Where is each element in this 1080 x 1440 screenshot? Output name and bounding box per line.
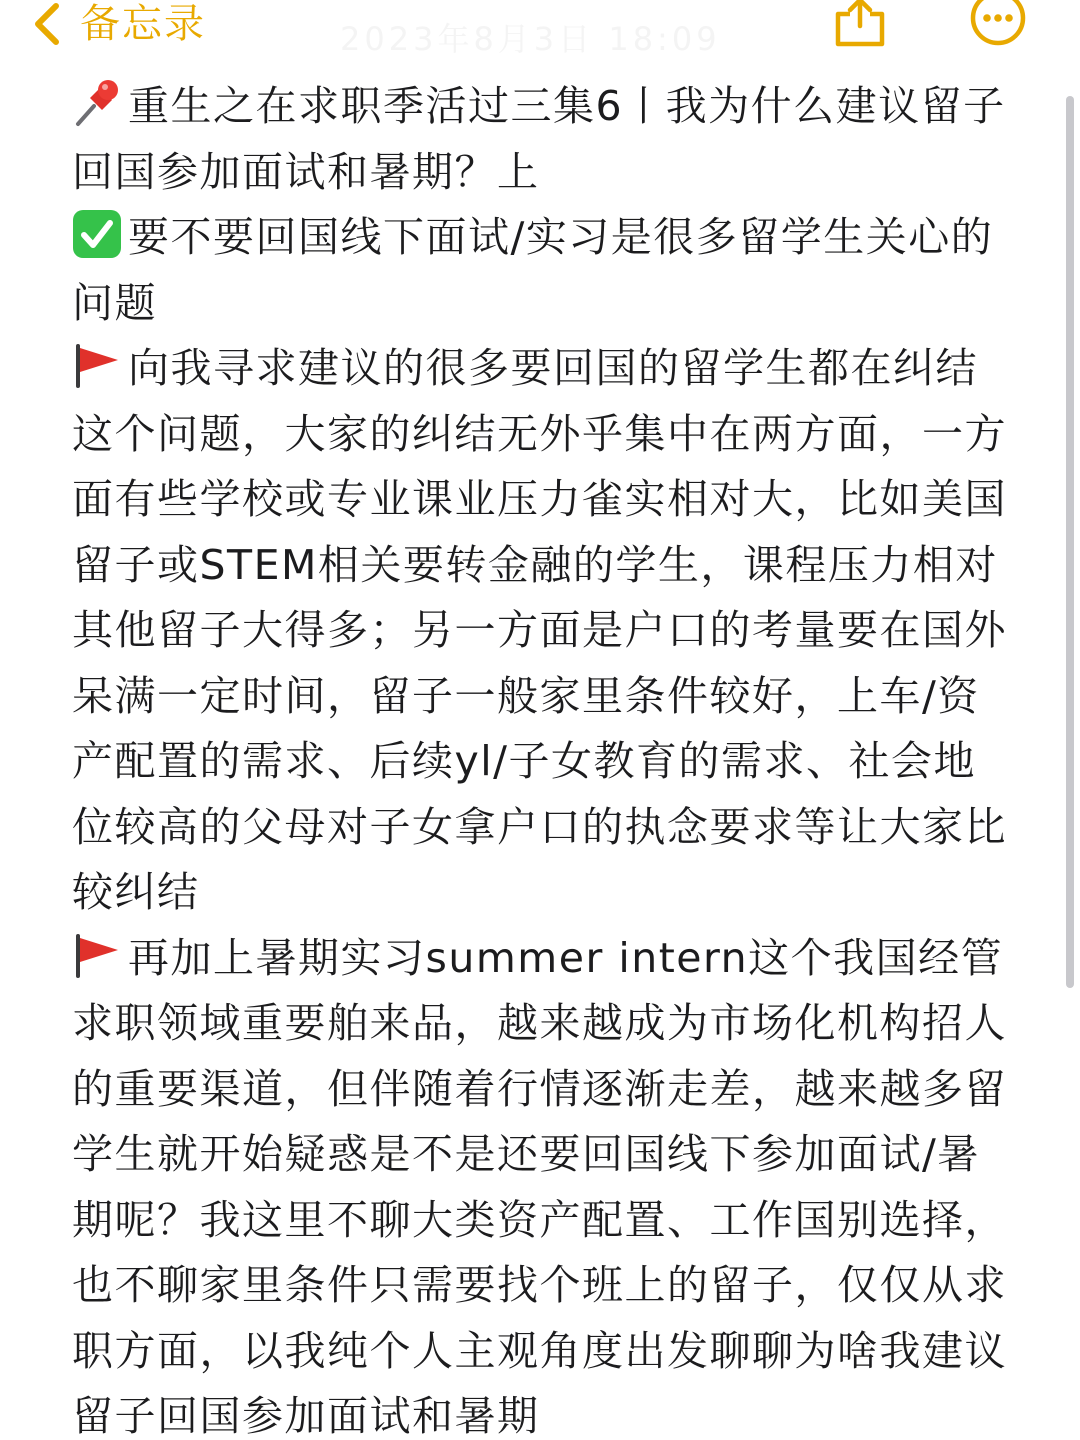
- navigation-bar: [0, 0, 1080, 62]
- paragraph-text: 向我寻求建议的很多要回国的留学生都在纠结这个问题，大家的纠结无外乎集中在两方面，一方面有些学校或专业课业压力雀实相对大，比如美国留子或STEM相关要转金融的学生，课程压力相对其他留子大得多；另一方面是户口的考量要在国外呆满一定时间，留子一般家里条件较好，上车/资产配置的需求、后续yl/子女教育的需求、社会地位较高的父母对子女拿户口的执念要求等让大家比较纠结: [72, 344, 1007, 916]
- paragraph-text: 要不要回国线下面试/实习是很多留学生关心的问题: [72, 213, 994, 327]
- chevron-left-icon: [28, 2, 68, 46]
- more-icon: [968, 0, 1028, 48]
- checkmark-icon: [72, 209, 122, 259]
- red-flag-icon: [72, 930, 122, 980]
- share-icon: [832, 0, 888, 48]
- back-button[interactable]: [28, 0, 206, 48]
- red-flag-icon: [72, 340, 122, 390]
- more-button[interactable]: [968, 0, 1028, 48]
- back-label: 备忘录: [80, 1, 206, 47]
- paragraph-text: 重生之在求职季活过三集6丨我为什么建议留子回国参加面试和暑期？上: [72, 82, 1006, 196]
- note-paragraph: [72, 205, 1012, 336]
- share-button[interactable]: [832, 0, 888, 48]
- note-body[interactable]: [72, 74, 1012, 1440]
- note-date: 2023年8月3日 18:09: [340, 20, 721, 58]
- note-paragraph-title: [72, 74, 1012, 205]
- paragraph-text: 再加上暑期实习summer intern这个我国经管求职领域重要舶来品，越来越成为市场化机构招人的重要渠道，但伴随着行情逐渐走差，越来越多留学生就开始疑惑是不是还要回国线下参加面试/暑期呢？我这里不聊大类资产配置、工作国别选择，也不聊家里条件只需要找个班上的留子，仅仅从求职方面，以我纯个人主观角度出发聊聊为啥我建议留子回国参加面试和暑期: [72, 933, 1007, 1440]
- scrollbar[interactable]: [1066, 96, 1074, 988]
- pushpin-icon: [72, 78, 122, 128]
- note-paragraph: [72, 336, 1012, 926]
- note-paragraph: [72, 926, 1012, 1440]
